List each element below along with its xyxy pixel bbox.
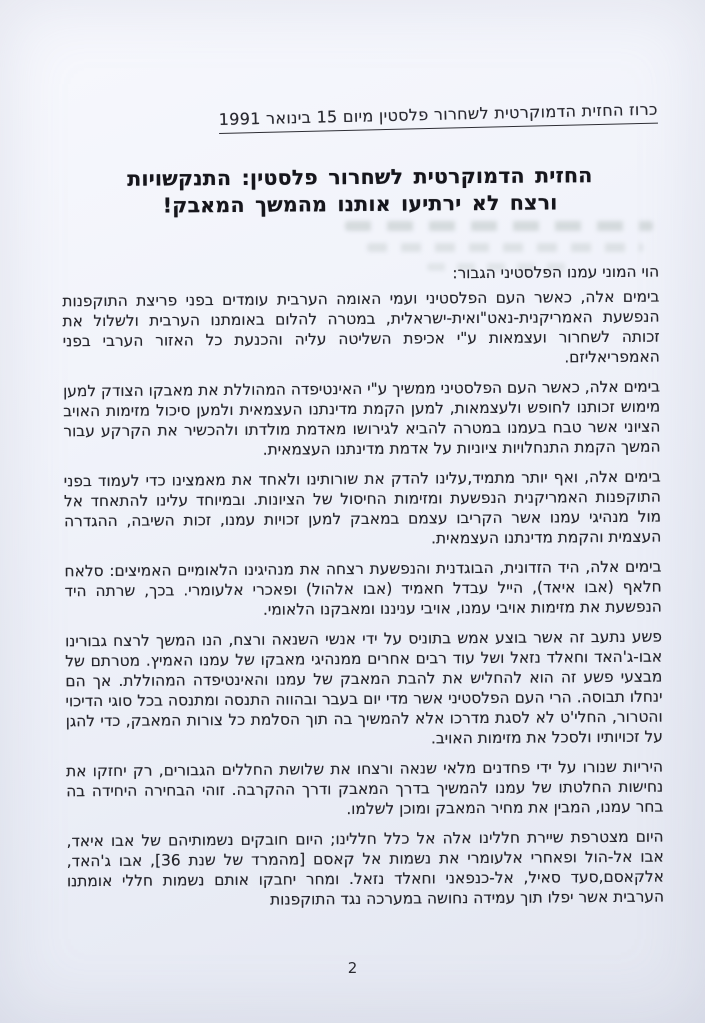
salutation: הוי המוני עמנו הפלסטיני הגבור: (452, 262, 660, 283)
document-title-line1: החזית הדמוקרטית לשחרור פלסטין: התנקשויות (127, 163, 593, 191)
paragraph: בימים אלה, היד הזדונית, הבוגדנית והנפשעת רצחה את מנהיגינו הלאומיים האמיצים: סלאח חלאף (אבו איאד), הייל עבדל חאמיד (אבו אלהול) ופאכרי אלעומרי. בכך, שרתה היד הנפשעת את מזימות אויבי עמנו, אויבי עניננו ומאבקנו הלאומי. (64, 557, 662, 619)
paragraph: בימים אלה, כאשר העם הפלסטיני ממשיך ע"י האינטיפדה המהוללת את מאבקו הצודק למען מימוש זכותנו לחופש ולעצמאות, למען הקמת מדינתנו העצמאית ולמען סיכול מזימות האויב הציוני אשר טבח בעמנו במטרה להביא לגירושו מאדמת מולדתו ולהכשיר את הקרקע עבור המשך הקמת התנחלויות ציוניות על אדמת מדינתנו העצמאית. (62, 377, 661, 459)
document-title-line2: ורצח לא ירתיעו אותנו מהמשך המאבק! (162, 190, 558, 218)
paragraph: בימים אלה, ואף יותר מתמיד,עלינו להדק את שורותינו ולאחד את מאמצינו כדי לעמוד בפני התוקפנות האמריקנית הנפשעת ומזימות החיסול של הציונות. ובמיוחד עלינו להתאחד אל מול מנהיגי עמנו אשר הקריבו עצמם במאבק למען זכויות עמנו, זכות השיבה, ההגדרה העצמית והקמת מדינתנו העצמאית. (63, 467, 662, 548)
paragraph: היריות שנורו על ידי פחדנים מלאי שנאה ורצחו את שלושת החללים הגבורים, רק יחזקו את נחישות החלטתו של עמנו להמשיך בדרך המאבק ודרך ההקרבה. זוהי הבחירה היחידה בה בחר עמנו, המבין את מחיר המאבק ומוכן לשלמו. (65, 757, 664, 819)
paragraph: בימים אלה, כאשר העם הפלסטיני ועמי האומה הערבית עומדים בפני פריצת התוקפנות הנפשעת האמריקנית-נאט"ואית-ישראלית, במטרה להלום באומתנו הערבית ולשלול את זכותה לשחרור ועצמאות ע"י אכיפת השליטה עליה והכנעת כל האזור הערבי בפני האמפריאליזם. (62, 287, 660, 367)
paragraph: היום מצטרפת שיירת חללינו אלה אל כלל חללינו; היום חובקים נשמותיהם של אבו איאד, אבו אל-הול ופאחרי אלעומרי את נשמות אל קאסם [מהמרד של שנת 36], אבו ג'האד, אלקאסם,סעד סאיל, אל-כנפאני וחאלד נזאל. ומחר יחבקו אותם נשמות חללי אומתנו הערבית אשר יפלו תוך עמידה נחושה במערכה נגד התוקפנות (66, 827, 665, 909)
header-citation: כרוז החזית הדמוקרטית לשחרור פלסטין מיום 15 בינואר 1991 (219, 100, 658, 134)
document-title (61, 162, 658, 221)
page-number: 2 (347, 959, 358, 977)
header-citation-row (61, 100, 658, 129)
paragraph: פשע נתעב זה אשר בוצע אמש בתוניס על ידי אנשי השנאה ורצח, הנו המשך לרצח גבורינו אבו-ג'האד וחאלד נזאל ושל עוד רבים אחרים ממנהיגי מאבקו של עמנו האמיץ. מטרתם של מבצעי פשע זה הוא להחליש את להבת המאבק של עמנו והאינטיפדה המהוללת. אך הם ינחלו תבוסה. הרי העם הפלסטיני אשר מדי יום בעבר ובהווה התנסה ומתנסה בכל סוגי הדיכוי והטרור, החלי'ט לא לסגת מדרכו אלא להמשיך בה תוך הסלמת כל צורות המאבק, כדי להגן על זכויותיו ולסכל את מזימות האויב. (64, 627, 663, 748)
